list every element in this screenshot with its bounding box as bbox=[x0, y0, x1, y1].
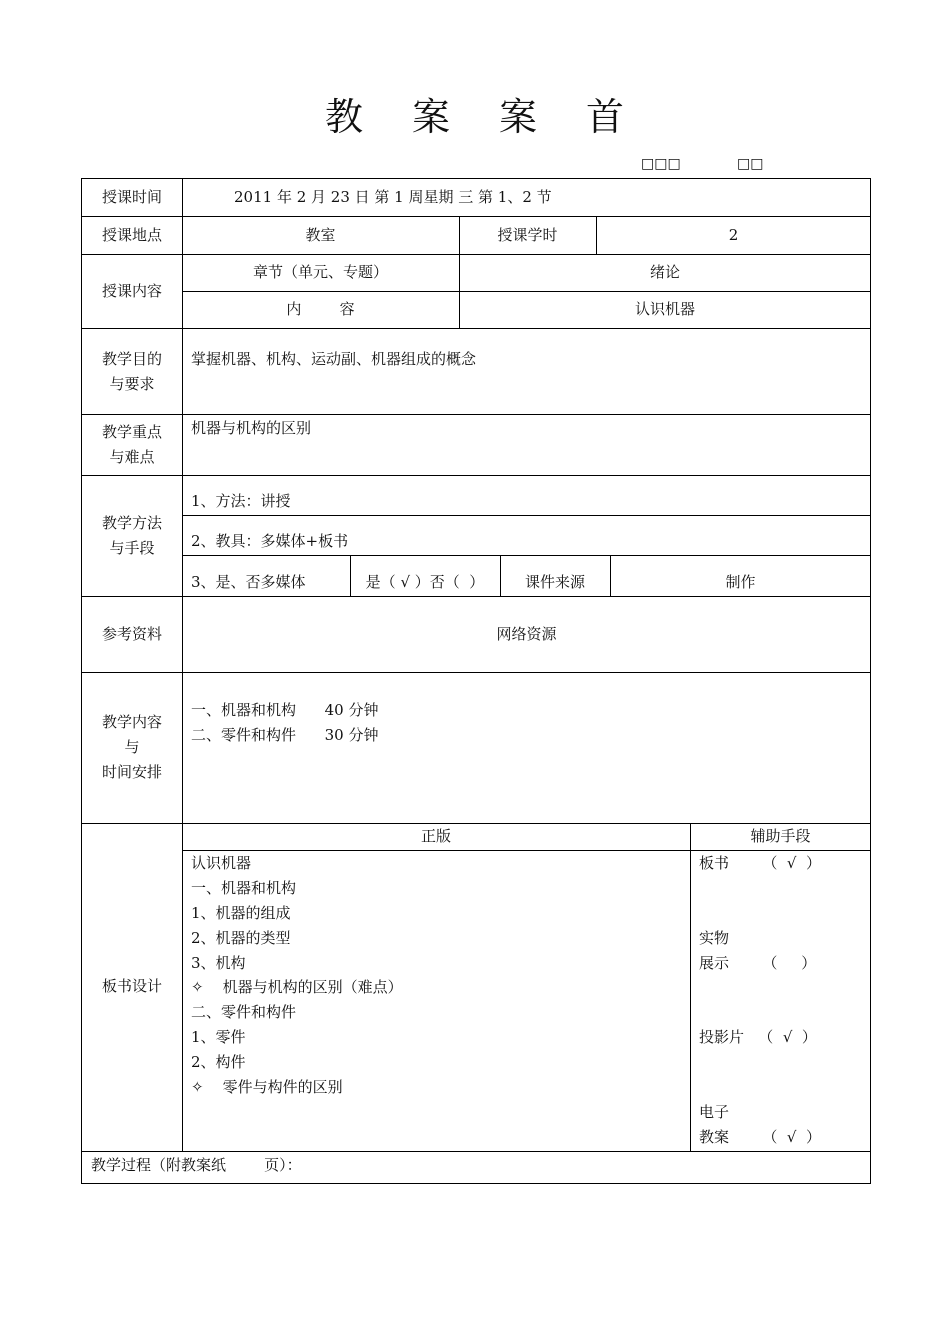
title-char: 教 bbox=[324, 95, 364, 139]
label-method-line2: 与手段 bbox=[109, 539, 155, 557]
label-class-content: 授课内容 bbox=[101, 282, 162, 300]
aux-elec-line1: 电子 bbox=[699, 1103, 730, 1121]
board-line: ✧ 机器与机构的区别（难点） bbox=[191, 978, 403, 996]
label-class-hours: 授课学时 bbox=[497, 226, 558, 244]
label-content: 内 容 bbox=[286, 300, 355, 318]
method-value: 1、方法：讲授 bbox=[191, 492, 291, 510]
board-line: 1、零件 bbox=[191, 1028, 246, 1046]
label-courseware-source: 课件来源 bbox=[524, 573, 585, 591]
aux-object-line2: 展示 （ ） bbox=[699, 954, 817, 972]
goals-value: 掌握机器、机构、运动副、机器组成的概念 bbox=[191, 350, 477, 368]
board-line: 3、机构 bbox=[191, 954, 246, 972]
header-note-right: □□ bbox=[737, 156, 764, 172]
label-schedule-line2: 与 bbox=[124, 738, 140, 756]
teaching-process-label: 教学过程（附教案纸 页）： bbox=[91, 1156, 302, 1174]
label-class-time: 授课时间 bbox=[101, 188, 162, 206]
schedule-item: 一、机器和机构 40 分钟 bbox=[191, 701, 379, 719]
aux-slides: 投影片 （ √ ） bbox=[699, 1028, 817, 1046]
board-aux-header: 辅助手段 bbox=[750, 827, 811, 845]
multimedia-answer: 是（ √ ）否（ ） bbox=[365, 573, 485, 591]
aux-elec-line2: 教案 （ √ ） bbox=[699, 1128, 822, 1146]
label-board-design: 板书设计 bbox=[101, 977, 162, 995]
label-class-place: 授课地点 bbox=[101, 226, 162, 244]
label-schedule-line1: 教学内容 bbox=[101, 713, 162, 731]
board-line: 认识机器 bbox=[191, 854, 252, 872]
label-chapter: 章节（单元、专题） bbox=[252, 263, 388, 281]
class-place-value: 教室 bbox=[305, 226, 336, 244]
schedule-item: 二、零件和构件 30 分钟 bbox=[191, 726, 379, 744]
label-method-line1: 教学方法 bbox=[101, 514, 162, 532]
board-line: 二、零件和构件 bbox=[191, 1003, 297, 1021]
references-value: 网络资源 bbox=[496, 625, 557, 643]
tools-value: 2、教具：多媒体+板书 bbox=[191, 532, 349, 550]
aux-board: 板书 （ √ ） bbox=[699, 854, 822, 872]
label-schedule-line3: 时间安排 bbox=[101, 763, 162, 781]
title-char: 案 bbox=[411, 95, 451, 139]
class-time-value: 2011 年 2 月 23 日 第 1 周星期 三 第 1、2 节 bbox=[234, 188, 552, 206]
title-char: 首 bbox=[586, 95, 626, 139]
board-line: ✧ 零件与构件的区别 bbox=[191, 1078, 343, 1096]
content-value: 认识机器 bbox=[634, 300, 695, 318]
header-note-left: □□□ bbox=[641, 156, 681, 172]
board-line: 2、构件 bbox=[191, 1053, 246, 1071]
class-hours-value: 2 bbox=[728, 226, 739, 244]
label-references: 参考资料 bbox=[101, 625, 162, 643]
page-title bbox=[0, 86, 950, 141]
courseware-source-value: 制作 bbox=[725, 573, 756, 591]
board-line: 1、机器的组成 bbox=[191, 904, 291, 922]
board-main-header: 正版 bbox=[420, 827, 451, 845]
board-line: 2、机器的类型 bbox=[191, 929, 291, 947]
aux-object-line1: 实物 bbox=[699, 929, 730, 947]
label-goals-line1: 教学目的 bbox=[101, 350, 162, 368]
label-goals-line2: 与要求 bbox=[109, 375, 155, 393]
label-key-line2: 与难点 bbox=[109, 448, 155, 466]
title-char: 案 bbox=[499, 95, 539, 139]
label-key-line1: 教学重点 bbox=[101, 423, 162, 441]
board-line: 一、机器和机构 bbox=[191, 879, 297, 897]
multimedia-question: 3、是、否多媒体 bbox=[191, 573, 306, 591]
key-points-value: 机器与机构的区别 bbox=[191, 419, 312, 437]
chapter-value: 绪论 bbox=[649, 263, 680, 281]
